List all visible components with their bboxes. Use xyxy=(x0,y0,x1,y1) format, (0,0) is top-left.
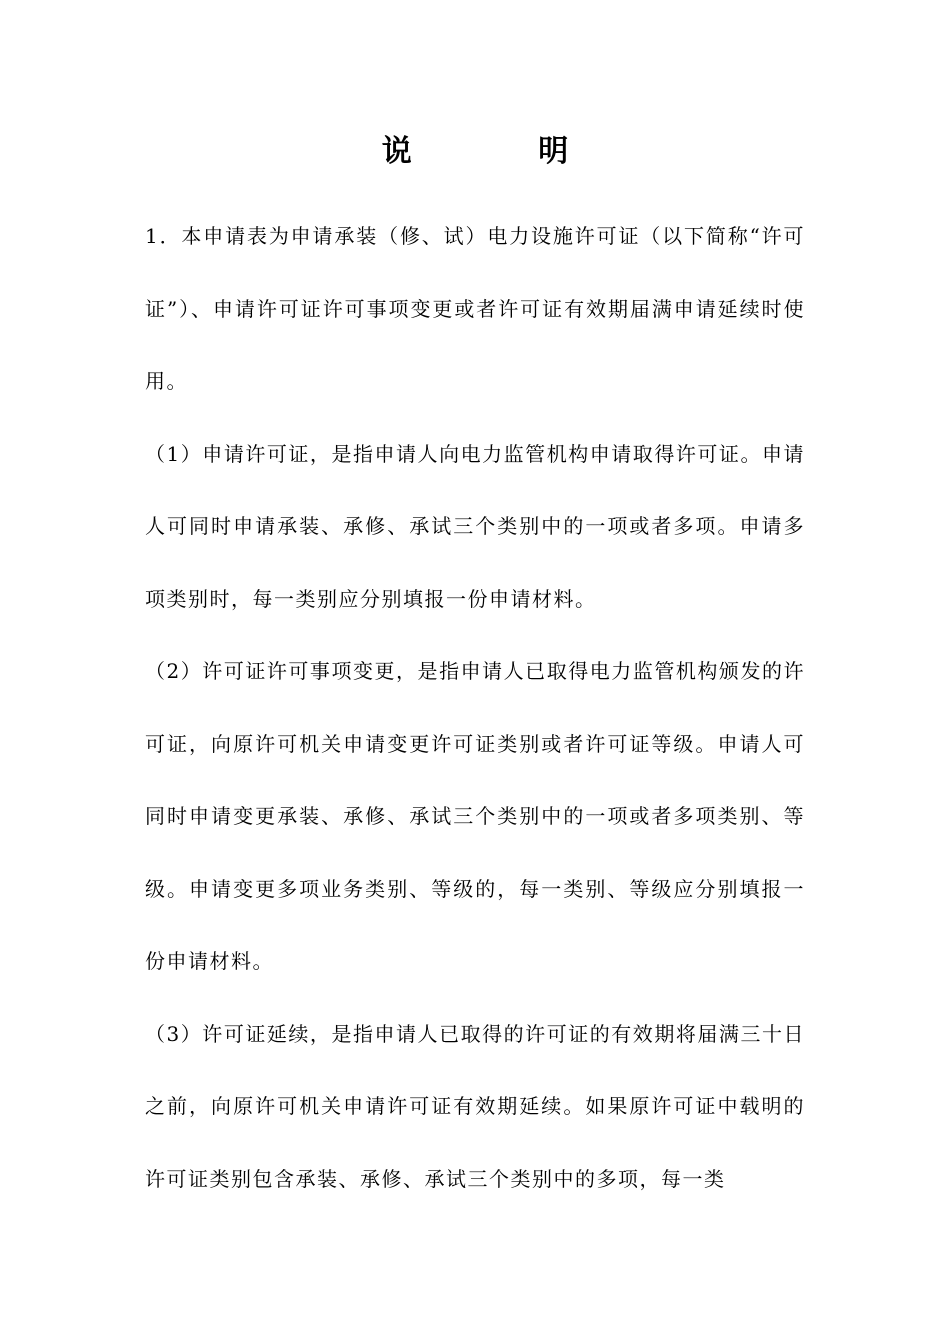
page-title: 说 明 xyxy=(381,134,627,169)
paragraph-1: 1．本申请表为申请承装（修、试）电力设施许可证（以下简称“许可证”）、申请许可证许可事项变更或者许可证有效期届满申请延续时使用。 xyxy=(145,224,805,393)
document-body xyxy=(145,200,805,1215)
paragraph-3: （2）许可证许可事项变更，是指申请人已取得电力监管机构颁发的许可证，向原许可机关申请变更许可证类别或者许可证等级。申请人可同时申请变更承装、承修、承试三个类别中的一项或者多项类别、等级。申请变更多项业务类别、等级的，每一类别、等级应分别填报一份申请材料。 xyxy=(145,659,805,973)
paragraph-4: （3）许可证延续，是指申请人已取得的许可证的有效期将届满三十日之前，向原许可机关申请许可证有效期延续。如果原许可证中载明的许可证类别包含承装、承修、承试三个类别中的多项，每一类 xyxy=(145,1021,805,1191)
paragraph-2: （1）申请许可证，是指申请人向电力监管机构申请取得许可证。申请人可同时申请承装、承修、承试三个类别中的一项或者多项。申请多项类别时，每一类别应分别填报一份申请材料。 xyxy=(145,441,805,611)
